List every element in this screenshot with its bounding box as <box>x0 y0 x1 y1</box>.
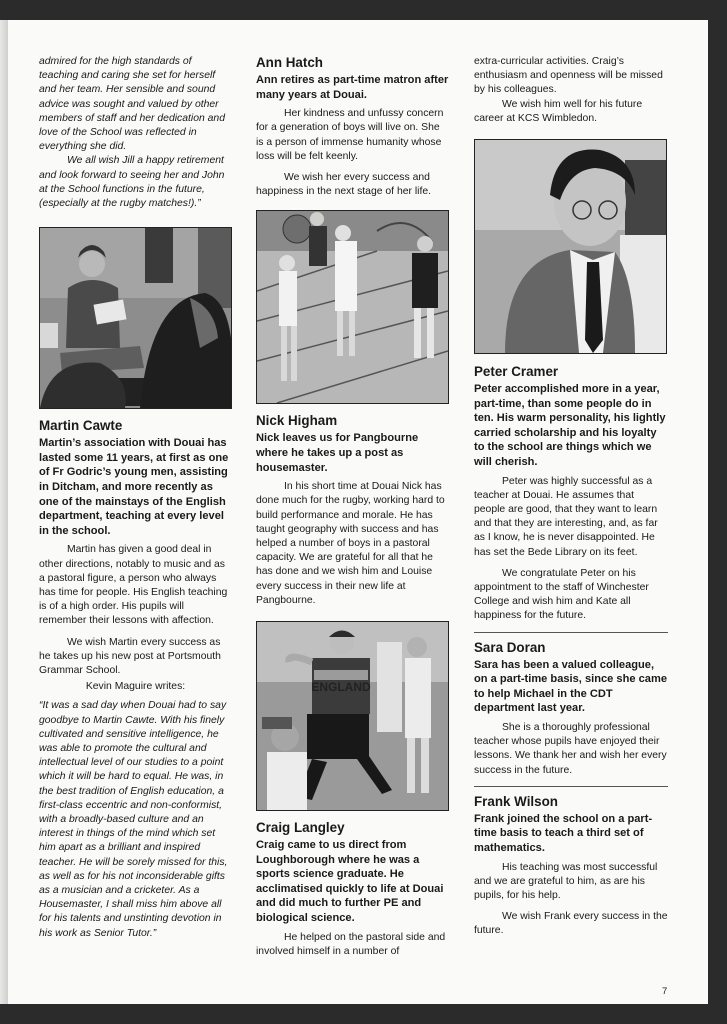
page-number: 7 <box>662 986 668 997</box>
craig-closing-text: We wish him well for his future career at KCS Wimbledon. <box>474 98 643 124</box>
photo-craig-langley <box>256 621 449 811</box>
paragraph-frank-2: We wish Frank every success in the future. <box>474 911 668 937</box>
paragraph-sara-1: She is a thoroughly professional teacher whose pupils have enjoyed their lessons. We thank her and wish her every success in the future. <box>474 721 667 776</box>
paragraph-ann-2: We wish her every success and happiness in the next stage of her life. <box>256 172 432 198</box>
lead-craig-langley: Craig came to us direct from Loughborough where he was a sports science graduate. He acclimatised quickly to life at Douai and did much to further PE and biological science. <box>256 839 444 924</box>
paragraph-peter-1: Peter was highly successful as a teacher at Douai. He assumes that people are good, that they want to learn and that they are interesting, and, as far as I know, he is never disappointed. He has set the Bede Library on its feet. <box>474 475 658 558</box>
tribute-closing-text: We all wish Jill a happy retirement and look forward to seeing her and John at the School functions in the future, (especially at the rugby matches!).” <box>39 155 225 210</box>
paragraph-frank-1: His teaching was most successful and we are grateful to him, as are his pupils, for his help. <box>474 861 658 901</box>
heading-sara-doran: Sara Doran <box>474 639 546 655</box>
heading-nick-higham: Nick Higham <box>256 413 338 429</box>
page-spine <box>0 20 8 1004</box>
column-left <box>39 55 232 941</box>
photo-peter-cramer <box>474 139 667 354</box>
divider-frank-wilson <box>474 786 668 787</box>
paragraph-craig-1: He helped on the pastoral side and involved himself in a number of <box>256 931 446 957</box>
paragraph-nick-1: In his short time at Douai Nick has done much for the rugby, working hard to build performance and morale. He has taught geography with success and has helped a number of boys in a pastoral capacity. We are grateful for all that he has done and we wish him and Louise every success in their new life at Pangbourne. <box>256 481 445 606</box>
attribution-kevin-maguire: Kevin Maguire writes: <box>85 681 186 693</box>
column-right <box>474 55 668 939</box>
lead-nick-higham: Nick leaves us for Pangbourne where he takes up a post as housemaster. <box>256 432 419 474</box>
column-middle <box>256 55 450 959</box>
lead-peter-cramer: Peter accomplished more in a year, part-time, than some people do in ten. His warm personality, his lightly carried scholarship and his loyalty to the school are things which we will cherish. <box>474 383 666 468</box>
lead-martin-cawte: Martin’s association with Douai has lasted some 11 years, at first as one of Fr Godric’s young men, assisting in Ditcham, and more recently as one of the mainstays of the English department, teaching at every level in the school. <box>39 437 229 537</box>
paragraph-martin-1: Martin has given a good deal in other directions, notably to music and as a pastoral figure, a person who always has time for people. His English teaching is of a high order. His pupils will remember their lessons with affection. <box>39 544 228 627</box>
lead-frank-wilson: Frank joined the school on a part-time basis to teach a third set of mathematics. <box>474 812 653 854</box>
lead-sara-doran: Sara has been a valued colleague, on a part-time basis, since she came to help Michael in the CDT department last year. <box>474 658 667 715</box>
magazine-page <box>8 20 708 1004</box>
paragraph-ann-1: Her kindness and unfussy concern for a generation of boys will live on. She is a person of immense humanity whose loss will be felt keenly. <box>256 108 444 162</box>
photo-nick-higham-basketball <box>256 210 449 404</box>
tribute-continued-text: admired for the high standards of teaching and caring she set for herself and her team. Her sensible and sound advice was sought and valued by other members of staff and her dedication and love of the School was reflected in everything she did. <box>39 56 225 153</box>
heading-ann-hatch: Ann Hatch <box>256 55 323 70</box>
quote-kevin-maguire: “It was a sad day when Douai had to say goodbye to Martin Cawte. With his finely cultivated and sensitive intelligence, he was able to promote the cultural and intellectual level of our studies to a point which it will be hard to equal. He was, in the best tradition of English education, a first-class eccentric and non-conformist, with a broadly-based culture and an interest in things of the mind which set him apart as a brilliant and inspired teacher. He will be sorely missed for this, as well as for his not inconsiderable gifts as a musician and a cricketer. As a Housemaster, I shall miss him above all for his talents and unstinting devotion in his work as Senior Tutor.” <box>39 700 228 939</box>
photo-martin-cawte <box>39 227 232 409</box>
shirt-lettering: ENGLAND <box>311 680 371 695</box>
heading-craig-langley: Craig Langley <box>256 820 345 836</box>
paragraph-peter-2: We congratulate Peter on his appointment to the staff of Winchester College and wish him and Kate all happiness for the future. <box>474 567 649 622</box>
heading-peter-cramer: Peter Cramer <box>474 364 559 380</box>
heading-martin-cawte: Martin Cawte <box>39 418 123 434</box>
heading-frank-wilson: Frank Wilson <box>474 793 558 809</box>
craig-continued-text: extra-curricular activities. Craig’s enthusiasm and openness will be missed by his colleagues. <box>474 56 663 96</box>
divider-sara-doran <box>474 632 668 633</box>
paragraph-martin-2: We wish Martin every success as he takes up his new post at Portsmouth Grammar School. <box>39 636 221 677</box>
lead-ann-hatch: Ann retires as part-time matron after many years at Douai. <box>256 74 449 101</box>
